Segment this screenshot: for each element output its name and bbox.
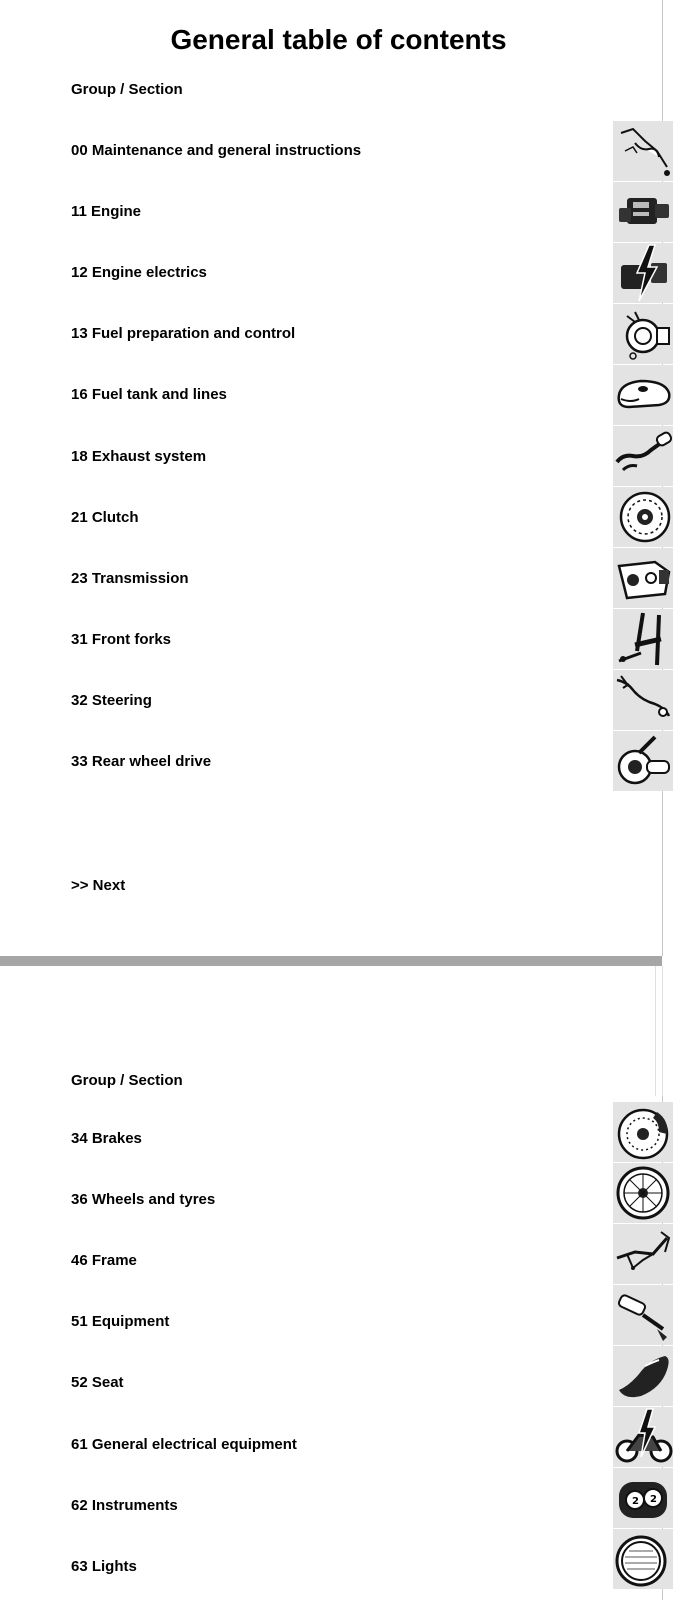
next-page-link[interactable]: >> Next [71,877,126,894]
maintenance-icon[interactable] [613,121,673,181]
seat-icon[interactable] [613,1346,673,1406]
toc-entry-23-transmission[interactable]: 23 Transmission [71,570,189,587]
fuel-tank-icon[interactable] [613,365,673,425]
exhaust-icon[interactable] [613,426,673,486]
toc-entry-16-fuel-tank[interactable]: 16 Fuel tank and lines [71,386,227,403]
wheel-icon[interactable] [613,1163,673,1223]
page-title: General table of contents [170,24,507,55]
clutch-icon[interactable] [613,487,673,547]
engine-icon[interactable] [613,182,673,242]
toc-entry-12-engine-electrics[interactable]: 12 Engine electrics [71,264,207,281]
toc-entry-33-rear-wheel-drive[interactable]: 33 Rear wheel drive [71,753,212,770]
toc-entry-34-brakes[interactable]: 34 Brakes [71,1130,142,1147]
toc-entry-51-equipment[interactable]: 51 Equipment [71,1313,170,1330]
page-separator [0,956,662,966]
toc-entry-46-frame[interactable]: 46 Frame [71,1252,137,1269]
equipment-icon[interactable] [613,1285,673,1345]
instruments-icon[interactable] [613,1468,673,1528]
toc-entry-36-wheels[interactable]: 36 Wheels and tyres [71,1191,216,1208]
lights-icon[interactable] [613,1529,673,1589]
brakes-icon[interactable] [613,1102,673,1162]
toc-entry-62-instruments[interactable]: 62 Instruments [71,1497,178,1514]
toc-entry-11-engine[interactable]: 11 Engine [71,203,142,220]
toc-entry-61-electrical[interactable]: 61 General electrical equipment [71,1436,297,1453]
steering-icon[interactable] [613,670,673,730]
group-section-header: Group / Section [71,81,183,98]
page-edge-lines [655,966,663,1096]
transmission-icon[interactable] [613,548,673,608]
rear-wheel-drive-icon[interactable] [613,731,673,791]
electrical-equipment-icon[interactable] [613,1407,673,1467]
svg-text:2: 2 [650,1494,657,1505]
toc-entry-18-exhaust[interactable]: 18 Exhaust system [71,448,207,465]
toc-entry-00-maintenance[interactable]: 00 Maintenance and general instructions [71,142,362,159]
toc-page-2 [0,966,663,1600]
front-forks-icon[interactable] [613,609,673,669]
toc-entry-32-steering[interactable]: 32 Steering [71,692,152,709]
toc-entry-21-clutch[interactable]: 21 Clutch [71,509,139,526]
svg-text:2: 2 [632,1496,639,1507]
group-section-header-2: Group / Section [71,1072,183,1089]
toc-entry-52-seat[interactable]: 52 Seat [71,1374,124,1391]
toc-entry-31-front-forks[interactable]: 31 Front forks [71,631,172,648]
toc-entry-63-lights[interactable]: 63 Lights [71,1558,137,1575]
fuel-preparation-icon[interactable] [613,304,673,364]
frame-icon[interactable] [613,1224,673,1284]
engine-electrics-icon[interactable] [613,243,673,303]
toc-entry-13-fuel-preparation[interactable]: 13 Fuel preparation and control [71,325,296,342]
